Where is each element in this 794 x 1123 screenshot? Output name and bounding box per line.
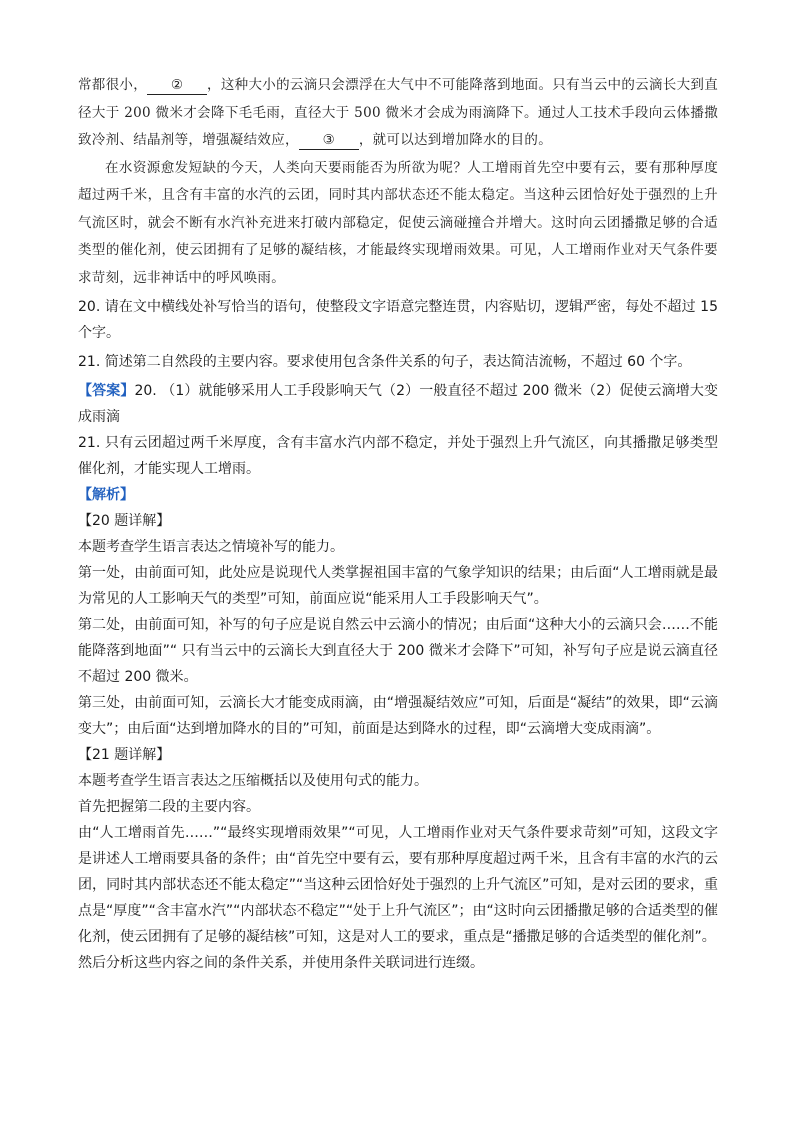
analysis-section: [78, 482, 718, 976]
questions: [78, 294, 718, 375]
question-21: 21. 简述第二自然段的主要内容。要求使用包含条件关系的句子，表达简洁流畅，不超过 60 个字。: [78, 354, 692, 370]
answer-20-text: 20. （1）就能够采用人工手段影响天气（2）一般直径不超过 200 微米（2）促使云滴增大变成雨滴: [78, 383, 718, 425]
analysis-line: 本题考查学生语言表达之情境补写的能力。: [78, 539, 344, 555]
document-page: [78, 72, 718, 976]
heading-21: 【21 题详解】: [78, 747, 171, 763]
analysis-line: 由“人工增雨首先……”“最终实现增雨效果”“可见，人工增雨作业对天气条件要求苛刻”可知，这段文字是讲述人工增雨要具备的条件；由“首先空中要有云，要有那种厚度超过两千米，且含有丰富的水汽的云团，同时其内部状态还不能太稳定”“当这种云团恰好处于强烈的上升气流区”可知，是对云团的要求，重点是“厚度”“含丰富水汽”“内部状态不稳定”“处于上升气流区”；由“这时向云团播撒足够的合适类型的催化剂，使云团拥有了足够的凝结核”可知，这是对人工的要求，重点是“播撒足够的合适类型的催化剂”。: [78, 825, 718, 945]
analysis-line: 第一处，由前面可知，此处应是说现代人类掌握祖国丰富的气象学知识的结果；由后面“人工增雨就是最为常见的人工影响天气的类型”可知，前面应说“能采用人工手段影响天气”。: [78, 565, 718, 607]
answer-20: [78, 378, 718, 430]
blank-2: ②: [147, 76, 207, 95]
analysis-line: 然后分析这些内容之间的条件关系，并使用条件关联词进行连缀。: [78, 955, 484, 971]
passage-text: 常都很小，: [78, 77, 148, 93]
analysis-line: 第三处，由前面可知，云滴长大才能变成雨滴，由“增强凝结效应”可知，后面是“凝结”的效果，即“云滴变大”；由后面“达到增加降水的目的”可知，前面是达到降水的过程，即“云滴增大变成雨滴”。: [78, 695, 718, 737]
passage-text: ，就可以达到增加降水的目的。: [358, 132, 553, 148]
analysis-line: 第二处，由前面可知，补写的句子应是说自然云中云滴小的情况；由后面“这种大小的云滴只会……不能能降落到地面”“ 只有当云中的云滴长大到直径大于 200 微米才会降下”可知，补写句子应是说云滴直径不超过 200 微米。: [78, 617, 718, 685]
passage-paragraph-2: 在水资源愈发短缺的今天，人类向天要雨能否为所欲为呢？人工增雨首先空中要有云，要有那种厚度超过两千米，且含有丰富的水汽的云团，同时其内部状态还不能太稳定。当这种云团恰好处于强烈的上升气流区时，就会不断有水汽补充进来打破内部稳定，促使云滴碰撞合并增大。这时向云团播撒足够的合适类型的催化剂，使云团拥有了足够的凝结核，才能最终实现增雨效果。可见，人工增雨作业对天气条件要求苛刻，远非神话中的呼风唤雨。: [78, 159, 718, 286]
answer-tag: 【答案】: [78, 383, 135, 399]
passage: [78, 72, 718, 292]
heading-20: 【20 题详解】: [78, 513, 171, 529]
analysis-line: 首先把握第二段的主要内容。: [78, 799, 260, 815]
answer-section: [78, 378, 718, 482]
analysis-line: 本题考查学生语言表达之压缩概括以及使用句式的能力。: [78, 773, 428, 789]
answer-21: 21. 只有云团超过两千米厚度，含有丰富水汽内部不稳定，并处于强烈上升气流区，向其播撒足够类型催化剂，才能实现人工增雨。: [78, 435, 718, 477]
analysis-tag: 【解析】: [78, 487, 134, 503]
passage-text: ，这种大小的云滴只会漂浮在大气中不可能降落到地面。只有当云中的云滴长大到直径大于 200 微米才会降下毛毛雨，直径大于 500 微米才会成为雨滴降下。通过人工技术手段向云体播撒致冷剂、结晶剂等，增强凝结效应，: [78, 77, 718, 148]
blank-3: ③: [299, 131, 359, 150]
question-20: 20. 请在文中横线处补写恰当的语句，使整段文字语意完整连贯，内容贴切，逻辑严密，每处不超过 15 个字。: [78, 299, 718, 341]
passage-paragraph-1: [78, 72, 718, 155]
